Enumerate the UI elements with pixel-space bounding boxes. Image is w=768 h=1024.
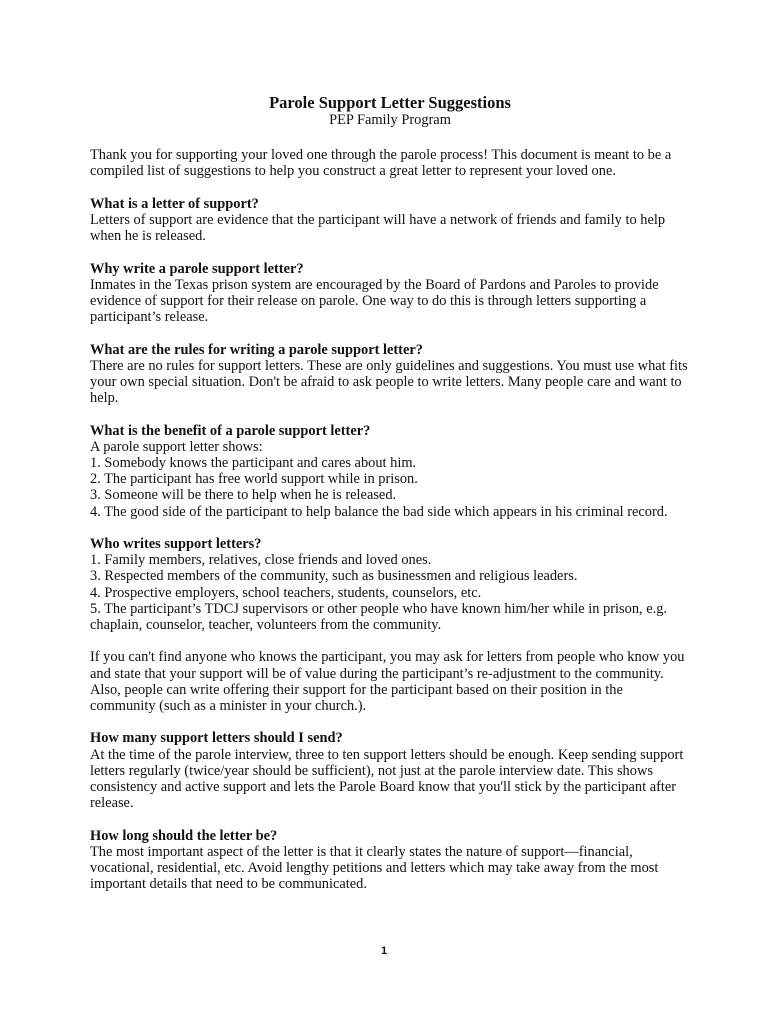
section-what-is: [90, 196, 690, 245]
section-heading: What is a letter of support?: [90, 195, 259, 212]
list-item: 4. The good side of the participant to help balance the bad side which appears in his criminal record.: [90, 503, 668, 520]
intro-paragraph: Thank you for supporting your loved one through the parole process! This document is meant to be a compiled list of suggestions to help you construct a great letter to represent your loved one.: [90, 147, 672, 180]
section-lead: A parole support letter shows:: [90, 438, 263, 455]
document-body: [90, 93, 690, 909]
list-item: 3. Someone will be there to help when he is released.: [90, 487, 397, 504]
section-heading: Who writes support letters?: [90, 536, 262, 552]
section-heading: How many support letters should I send?: [90, 730, 343, 747]
section-text: At the time of the parole interview, three to ten support letters should be enough. Keep sending support letters regularly (twice/year should be sufficient), not just at the parole interview date. This shows consistency and active support and lets the Parole Board know that you'll stick by the participant after release.: [90, 746, 684, 812]
list-item: 3. Respected members of the community, such as businessmen and religious leaders.: [90, 568, 578, 585]
section-how-long: [90, 828, 690, 893]
no-one-paragraph: If you can't find anyone who knows the participant, you may ask for letters from people who know you and state that your support will be of value during the participant’s re-adjustment to the community. Also, people can write offering their support for the participant based on their position in the community (such as a minister in your church.).: [90, 649, 685, 715]
section-benefit: [90, 423, 690, 520]
section-heading: How long should the letter be?: [90, 827, 278, 844]
section-text: Inmates in the Texas prison system are encouraged by the Board of Pardons and Paroles to provide evidence of support for their release on parole. One way to do this is through letters supporting a participant’s release.: [90, 276, 659, 326]
list-item: 5. The participant’s TDCJ supervisors or other people who have known him/her while in prison, e.g. chaplain, counselor, teacher, volunteers from the community.: [90, 600, 667, 634]
section-text: There are no rules for support letters. These are only guidelines and suggestions. You must use what fits your own special situation. Don't be afraid to ask people to write letters. Many people care and want to help.: [90, 357, 688, 407]
page-number: 1: [380, 945, 388, 957]
section-how-many: [90, 730, 690, 811]
list-item: 4. Prospective employers, school teachers, students, counselors, etc.: [90, 584, 482, 601]
section-rules: [90, 342, 690, 407]
section-who-writes: [90, 536, 690, 633]
document-subtitle: PEP Family Program: [329, 112, 451, 128]
list-item: 2. The participant has free world support while in prison.: [90, 471, 418, 488]
list-item: 1. Family members, relatives, close friends and loved ones.: [90, 552, 432, 569]
section-heading: What are the rules for writing a parole support letter?: [90, 341, 423, 358]
section-heading: Why write a parole support letter?: [90, 260, 304, 277]
section-text: The most important aspect of the letter is that it clearly states the nature of support—financial, vocational, residential, etc. Avoid lengthy petitions and letters which may take away from the most important details that need to be communicated.: [90, 843, 659, 893]
who-writes-list: [90, 552, 690, 633]
document-title: Parole Support Letter Suggestions: [269, 93, 511, 112]
list-item: 1. Somebody knows the participant and cares about him.: [90, 455, 417, 471]
benefit-list: [90, 455, 690, 520]
section-text: Letters of support are evidence that the participant will have a network of friends and family to help when he is released.: [90, 212, 666, 245]
section-heading: What is the benefit of a parole support letter?: [90, 422, 371, 439]
section-why-write: [90, 261, 690, 326]
